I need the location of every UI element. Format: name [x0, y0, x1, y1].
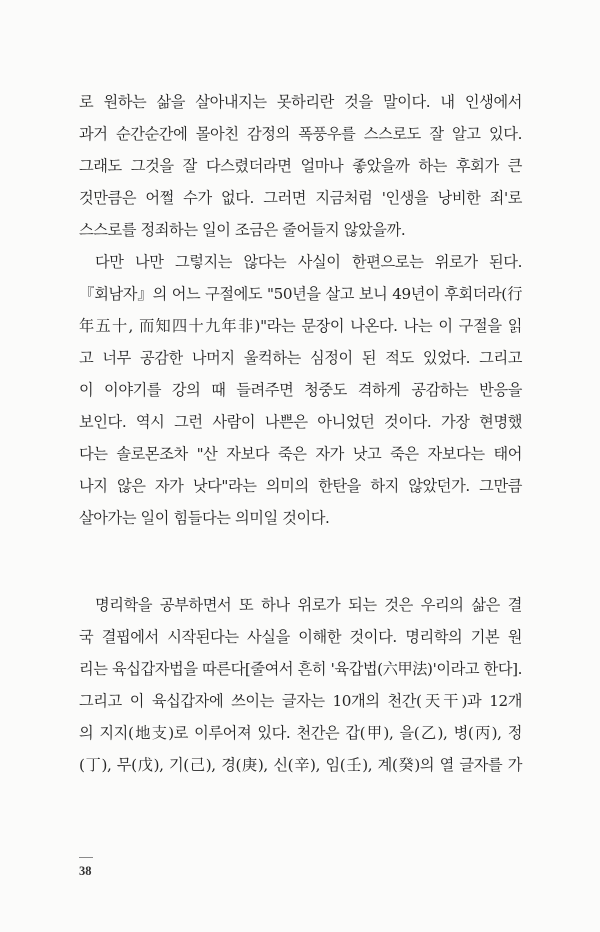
text-line: 것만큼은 어쩔 수가 없다. 그러면 지금처럼 '인생을 낭비한 죄'로 [79, 189, 522, 207]
text-line: 그래도 그것을 잘 다스렸더라면 얼마나 좋았을까 하는 후회가 큰 [79, 157, 522, 175]
text-line: 다는 솔로몬조차 "산 자보다 죽은 자가 낫고 죽은 자보다는 태어 [79, 445, 522, 463]
text-line: 이 이야기를 강의 때 들려주면 청중도 격하게 공감하는 반응을 [79, 381, 522, 399]
text-line: 로 원하는 삶을 살아내지는 못하리란 것을 말이다. 내 인생에서 [79, 93, 522, 111]
text-line: 나지 않은 자가 낫다"라는 의미의 한탄을 하지 않았던가. 그만큼 [79, 477, 522, 495]
text-line: 국 결핍에서 시작된다는 사실을 이해한 것이다. 명리학의 기본 원 [79, 628, 522, 646]
text-line: 보인다. 역시 그런 사람이 나쁜은 아니었던 것이다. 가장 현명했 [79, 413, 522, 431]
text-line: 年五十, 而知四十九年非)"라는 문장이 나온다. 나는 이 구절을 읽 [79, 317, 522, 335]
page-number-rule [79, 857, 93, 858]
text-line: 과거 순간순간에 몰아친 감정의 폭풍우를 스스로도 잘 알고 있다. [79, 125, 522, 143]
page-number: 38 [79, 864, 92, 878]
text-line: 의 지지(地支)로 이루어져 있다. 천간은 갑(甲), 을(乙), 병(丙), 정 [79, 724, 522, 742]
text-line: (丁), 무(戊), 기(己), 경(庚), 신(辛), 임(壬), 계(癸)의 열 글자를 가 [79, 756, 522, 774]
text-line: 스스로를 정죄하는 일이 조금은 줄어들지 않았을까. [79, 221, 406, 239]
text-line: 리는 육십갑자법을 따른다[줄여서 흔히 '육갑법(六甲法)'이라고 한다]. [79, 660, 523, 678]
text-line: 고 너무 공감한 나머지 울컥하는 심정이 된 적도 있었다. 그리고 [79, 349, 522, 367]
text-line: 다만 나만 그렇지는 않다는 사실이 한편으로는 위로가 된다. [95, 253, 522, 271]
text-line: 명리학을 공부하면서 또 하나 위로가 되는 것은 우리의 삶은 결 [95, 596, 522, 614]
text-line: 살아가는 일이 힘들다는 의미일 것이다. [79, 509, 330, 527]
text-line: 그리고 이 육십갑자에 쓰이는 글자는 10개의 천간(天干)과 12개 [79, 692, 522, 710]
text-line: 『회남자』의 어느 구절에도 "50년을 살고 보니 49년이 후회더라(行 [79, 285, 522, 303]
